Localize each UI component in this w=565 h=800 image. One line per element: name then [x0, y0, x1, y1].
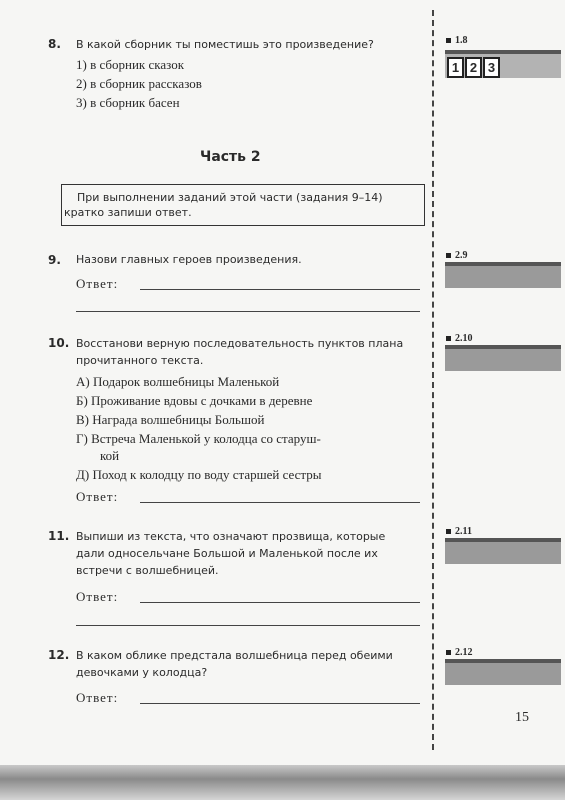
answer-line-11[interactable] — [140, 602, 420, 603]
task-code-1-8: 1.8 — [446, 35, 468, 46]
question-12-line-1: В каком облике предстала волшебница перед обеими — [76, 649, 393, 662]
question-11-line-3: встречи с волшебницей. — [76, 564, 219, 577]
score-field-2-11[interactable] — [445, 538, 561, 564]
digit-box-3[interactable]: 3 — [483, 57, 500, 78]
question-12-line-2: девочками у колодца? — [76, 666, 208, 679]
question-10-number: 10. — [48, 336, 70, 350]
margin-divider — [432, 10, 434, 750]
question-11-number: 11. — [48, 529, 70, 543]
plan-item-v: В) Награда волшебницы Большой — [76, 412, 265, 427]
task-code-2-12: 2.12 — [446, 647, 473, 658]
score-field-2-12[interactable] — [445, 659, 561, 685]
plan-item-a: А) Подарок волшебницы Маленькой — [76, 374, 280, 389]
instruction-line-1: При выполнении заданий этой части (задания 9–14) — [77, 191, 383, 204]
digit-box-1[interactable]: 1 — [447, 57, 464, 78]
question-11-line-2: дали односельчане Большой и Маленькой после их — [76, 547, 378, 560]
answer-line-12[interactable] — [140, 703, 420, 704]
question-10-line-2: прочитанного текста. — [76, 354, 204, 367]
question-9-text: Назови главных героев произведения. — [76, 253, 302, 266]
task-code-2-9: 2.9 — [446, 250, 468, 261]
part-2-heading: Часть 2 — [200, 149, 261, 165]
plan-item-d: Д) Поход к колодцу по воду старшей сестры — [76, 467, 322, 482]
question-9-number: 9. — [48, 253, 61, 267]
question-8-number: 8. — [48, 37, 61, 51]
question-12-number: 12. — [48, 648, 70, 662]
plan-item-g: Г) Встреча Маленькой у колодца со старуш- — [76, 431, 321, 446]
answer-label-11: Ответ: — [76, 589, 119, 604]
answer-line-11-second[interactable] — [76, 625, 420, 626]
scan-edge-band — [0, 765, 565, 800]
answer-line-9-second[interactable] — [76, 311, 420, 312]
answer-label-10: Ответ: — [76, 489, 119, 504]
answer-label-9: Ответ: — [76, 276, 119, 291]
question-11-line-1: Выпиши из текста, что означают прозвища, которые — [76, 530, 386, 543]
answer-line-9[interactable] — [140, 289, 420, 290]
question-10-line-1: Восстанови верную последовательность пунктов плана — [76, 337, 404, 350]
task-code-2-10: 2.10 — [446, 333, 473, 344]
score-field-2-10[interactable] — [445, 345, 561, 371]
score-field-2-9[interactable] — [445, 262, 561, 288]
question-8-option-2: 2) в сборник рассказов — [76, 76, 202, 91]
task-code-2-11: 2.11 — [446, 526, 472, 537]
plan-item-b: Б) Проживание вдовы с дочками в деревне — [76, 393, 313, 408]
plan-item-g-continued: кой — [100, 448, 120, 463]
answer-digit-boxes — [445, 50, 561, 78]
question-8-option-3: 3) в сборник басен — [76, 95, 180, 110]
answer-line-10[interactable] — [140, 502, 420, 503]
question-8-option-1: 1) в сборник сказок — [76, 57, 185, 72]
instruction-line-2: кратко запиши ответ. — [64, 206, 192, 219]
answer-label-12: Ответ: — [76, 690, 119, 705]
page-number: 15 — [515, 710, 529, 725]
question-8-text: В какой сборник ты поместишь это произведение? — [76, 38, 374, 51]
digit-box-2[interactable]: 2 — [465, 57, 482, 78]
